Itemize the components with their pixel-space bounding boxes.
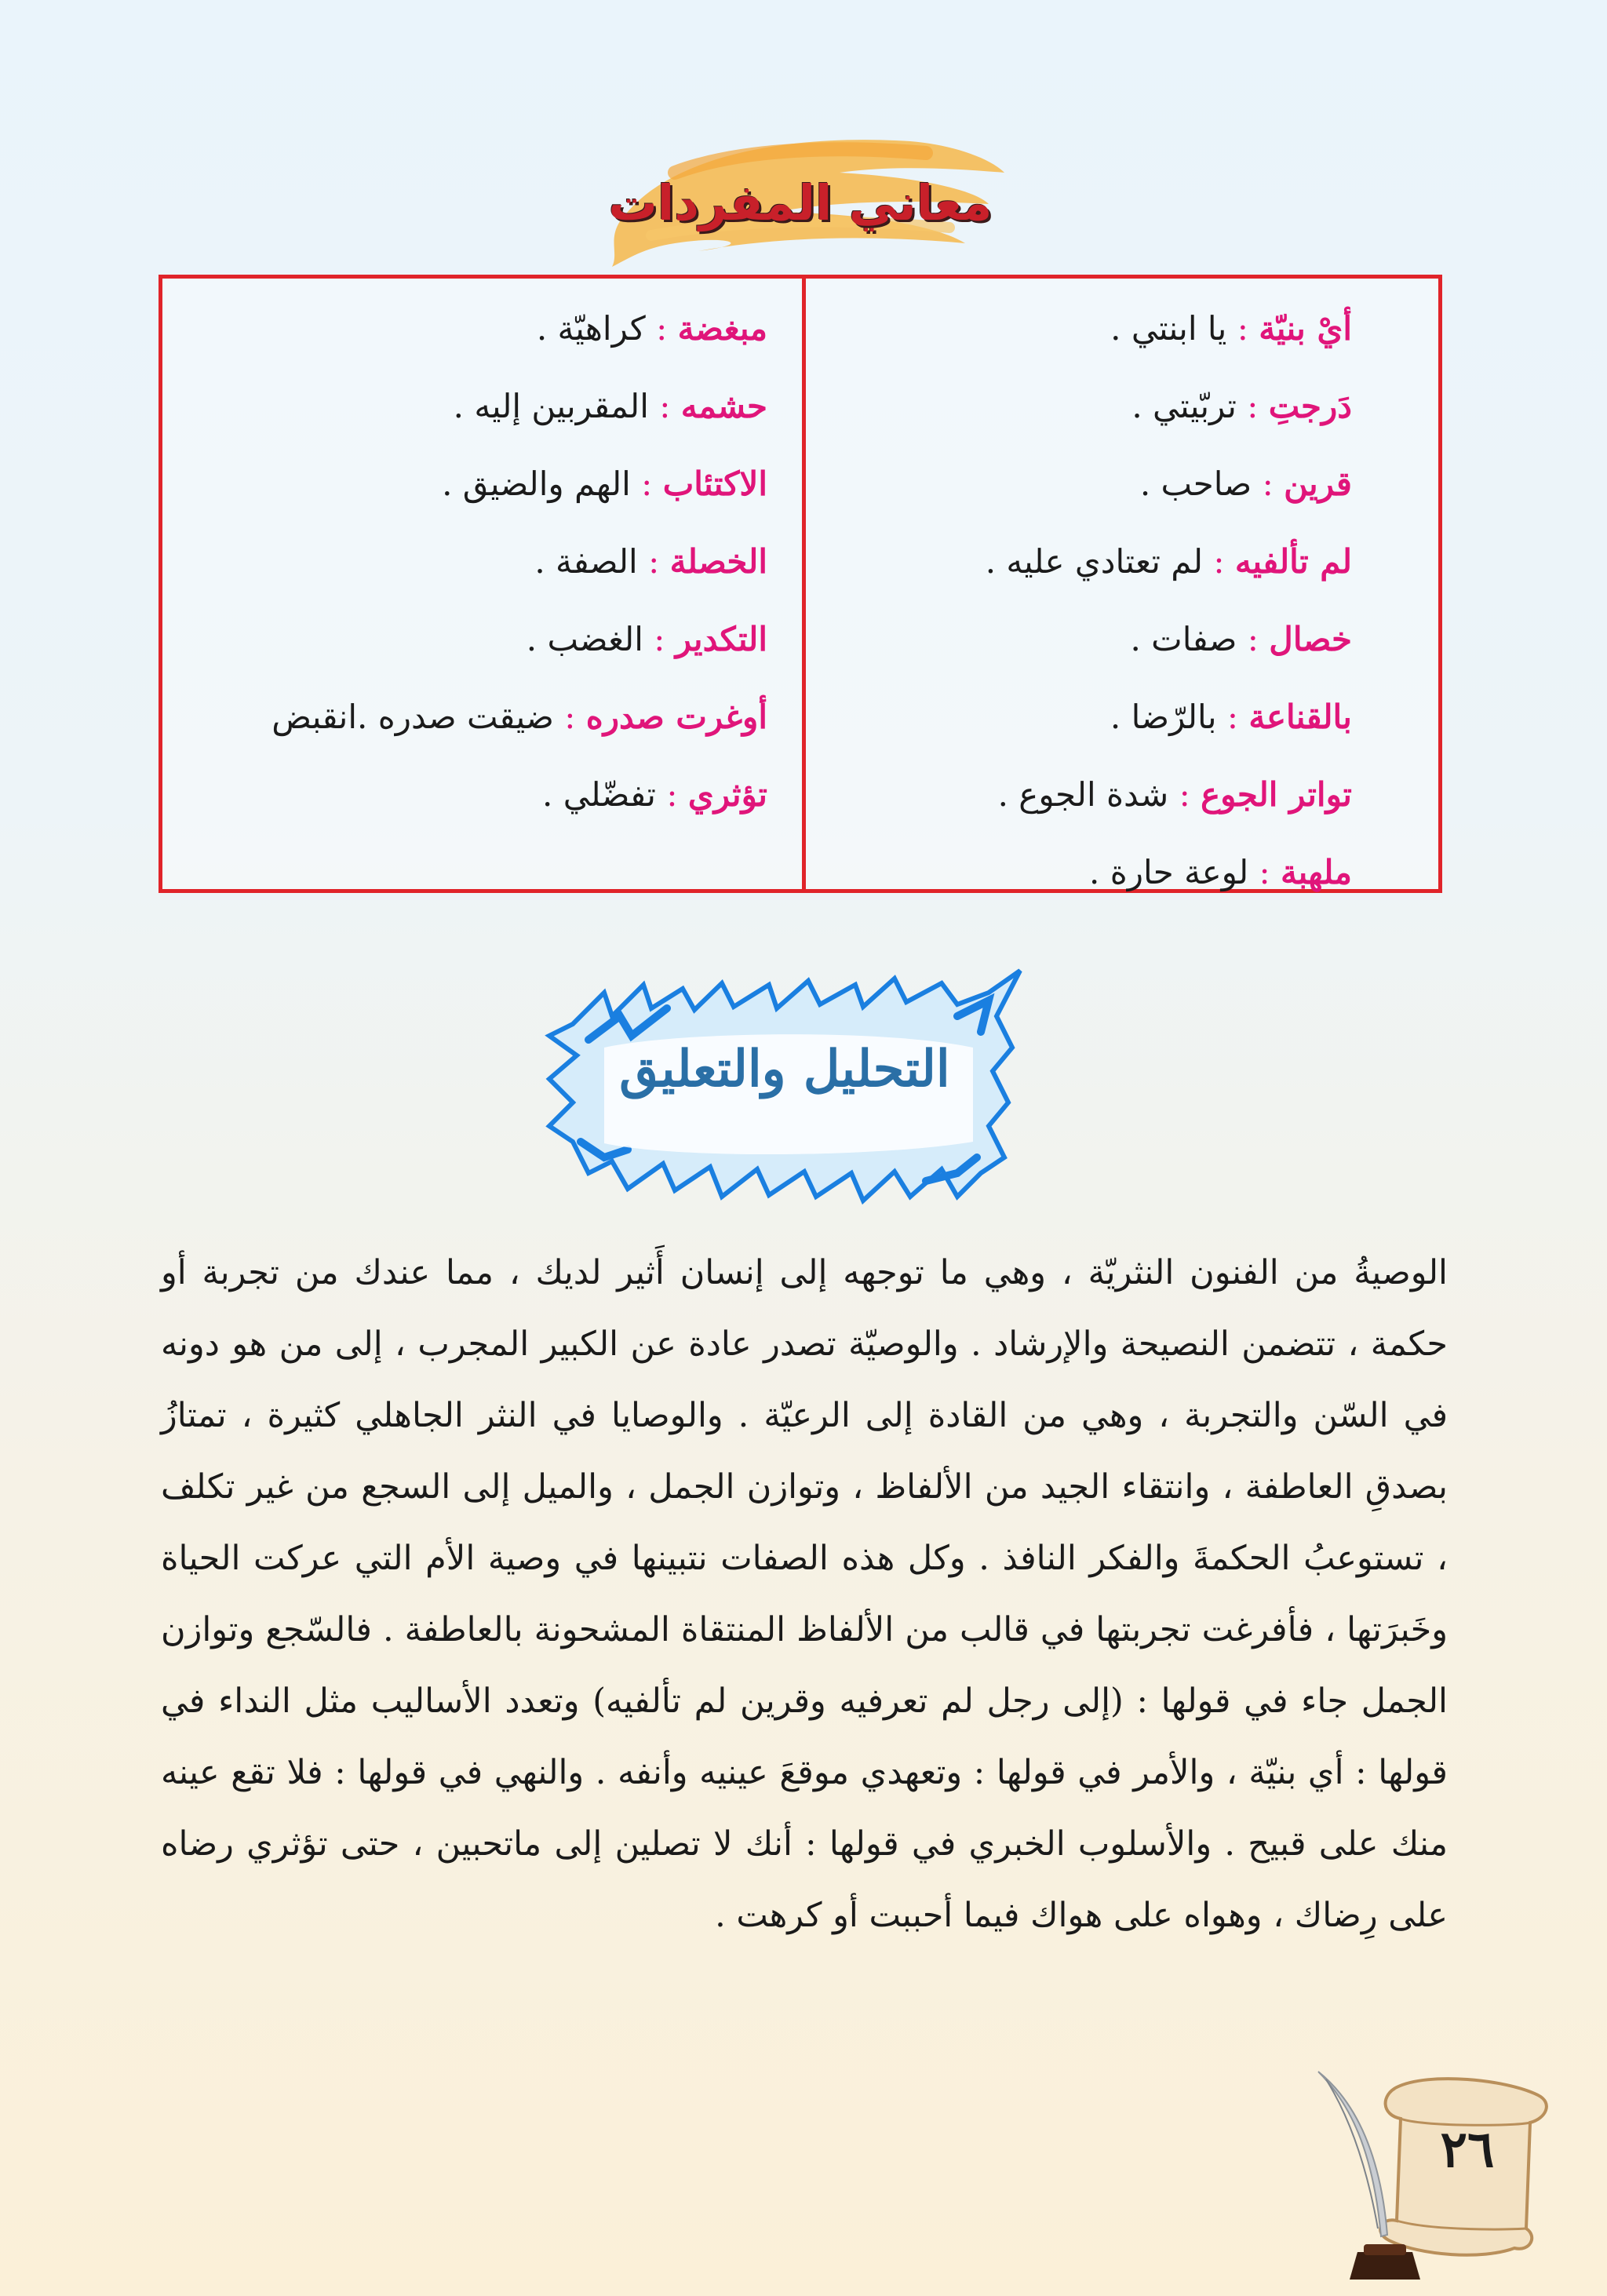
vocab-meaning: المقربين إليه .: [453, 387, 649, 425]
vocab-meaning: لم تعتادي عليه .: [985, 542, 1204, 581]
colon: :: [659, 387, 671, 425]
vocab-meaning: الهم والضيق .: [442, 465, 631, 503]
colon: :: [641, 465, 653, 503]
colon: :: [666, 775, 678, 814]
vocab-meaning: شدة الجوع .: [997, 775, 1169, 814]
colon: :: [648, 542, 660, 581]
vocab-entry: [803, 523, 1352, 600]
vocab-column-left: [171, 290, 767, 833]
vocab-column-right: [803, 290, 1352, 911]
vocab-entry: [803, 290, 1352, 367]
vocab-meaning: الغضب .: [526, 620, 643, 658]
colon: :: [656, 309, 668, 348]
vocab-entry: [171, 367, 767, 445]
vocab-entry: [803, 445, 1352, 523]
vocab-meaning: تفضّلي .: [542, 775, 656, 814]
vocab-term: حشمه: [680, 387, 767, 425]
vocab-term: دَرجتِ: [1268, 387, 1352, 425]
vocab-title: معاني المفردات: [608, 174, 993, 231]
vocab-entry: [803, 367, 1352, 445]
vocab-meaning: كراهيّة .: [536, 309, 646, 348]
vocab-meaning: صفات .: [1130, 620, 1237, 658]
vocab-term: أوغرت صدره: [585, 698, 767, 736]
colon: :: [1262, 465, 1274, 503]
page-number: ٢٦: [1440, 2120, 1495, 2179]
colon: :: [654, 620, 665, 658]
vocab-term: قرين: [1284, 465, 1352, 503]
vocab-term: تواتر الجوع: [1201, 775, 1352, 814]
vocab-term: خصال: [1269, 620, 1352, 658]
page-number-ornament: [1303, 2056, 1561, 2291]
vocab-meaning: ضيقت صدره .انقبض: [271, 698, 554, 736]
colon: :: [1213, 542, 1225, 581]
vocab-term: ملهبة: [1281, 853, 1352, 891]
colon: :: [564, 698, 576, 736]
vocab-term: أيْ بنيّة: [1259, 309, 1352, 348]
colon: :: [1259, 853, 1270, 891]
vocab-term: بالقناعة: [1248, 698, 1352, 736]
vocab-term: الخصلة: [669, 542, 767, 581]
vocab-entry: [171, 290, 767, 367]
analysis-header: [518, 961, 1051, 1220]
colon: :: [1226, 698, 1239, 736]
vocab-meaning: تربّيتي .: [1131, 387, 1237, 425]
vocab-term: الاكتئاب: [662, 465, 767, 503]
vocab-entry: [171, 678, 767, 756]
vocab-meaning: صاحب .: [1139, 465, 1252, 503]
vocab-term: التكدير: [675, 620, 767, 658]
vocab-entry: [803, 678, 1352, 756]
vocab-entry: [803, 600, 1352, 678]
vocab-table: [159, 275, 1442, 893]
colon: :: [1247, 387, 1259, 425]
vocab-entry: [803, 756, 1352, 833]
analysis-paragraph: الوصيةُ من الفنون النثريّة ، وهي ما توجهه إلى إنسان أَثير لديك ، مما عندك من تجربة أو حكمة ، تتضمن النصيحة والإرشاد . والوصيّة تصدر عادة عن الكبير المجرب ، إلى من هو دونه في السّن والتجربة ، وهي من القادة إلى الرعيّة . والوصايا في النثر الجاهلي كثيرة ، تمتازُ بصدقِ العاطفة ، وانتقاء الجيد من الألفاظ ، وتوازن الجمل ، والميل إلى السجع من غير تكلف ، تستوعبُ الحكمةَ والفكر النافذ . وكل هذه الصفات نتبينها في وصية الأم التي عركت الحياة وخَبرَتها ، فأفرغت تجربتها في قالب من الألفاظ المنتقاة المشحونة بالعاطفة . فالسّجع وتوازن الجمل جاء في قولها : (إلى رجل لم تعرفيه وقرين لم تألفيه) وتعدد الأساليب مثل النداء في قولها : أي بنيّة ، والأمر في قولها : وتعهدي موقعَ عينيه وأنفه . والنهي في قولها : فلا تقع عينه منك على قبيح . والأسلوب الخبري في قولها : أنك لا تصلين إلى ماتحبين ، حتى تؤثري رضاه على رِضاك ، وهواه على هواك فيما أحببت أو كرهت .: [161, 1253, 1448, 1935]
vocab-meaning: لوعة حارة .: [1089, 853, 1249, 891]
vocab-meaning: بالرّضا .: [1110, 698, 1217, 736]
vocab-term: تؤثري: [687, 775, 767, 814]
vocab-meaning: الصفة .: [534, 542, 638, 581]
colon: :: [1247, 620, 1259, 658]
vocab-entry: [803, 833, 1352, 911]
vocab-entry: [171, 445, 767, 523]
colon: :: [1179, 775, 1190, 814]
vocab-entry: [171, 523, 767, 600]
analysis-title: التحليل والتعليق: [619, 1040, 950, 1099]
vocab-meaning: يا ابنتي .: [1110, 309, 1227, 348]
vocab-entry: [171, 756, 767, 833]
colon: :: [1237, 309, 1248, 348]
vocab-term: مبغضة: [677, 309, 767, 348]
vocab-header: [581, 126, 1020, 282]
vocab-term: لم تألفيه: [1234, 542, 1352, 581]
vocab-entry: [171, 600, 767, 678]
